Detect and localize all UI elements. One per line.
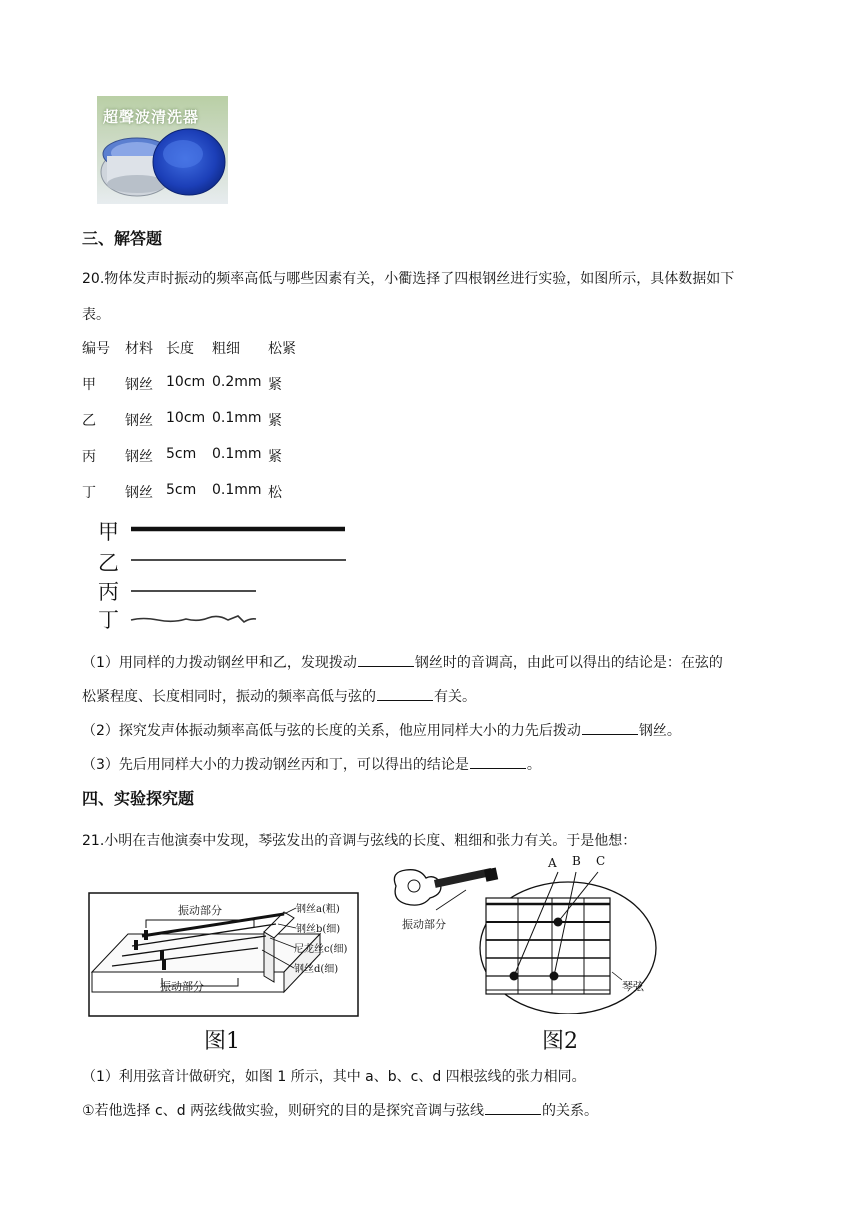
- table-cell: 钢丝: [125, 485, 153, 501]
- table-cell: 丁: [82, 485, 96, 501]
- fig2-point-a: A: [548, 856, 557, 870]
- table-cell: 5cm: [166, 482, 197, 498]
- q20-part1-line1: （1）用同样的力拨动钢丝甲和乙，发现拨动 钢丝时的音调高，由此可以得出的结论是：在弦的: [82, 652, 723, 672]
- fig2-point-b: B: [572, 854, 581, 868]
- photo-caption-text: 超聲波清洗器: [103, 108, 200, 126]
- q20-part3: （3）先后用同样大小的力拨动钢丝丙和丁，可以得出的结论是 。: [82, 754, 541, 774]
- answer-blank[interactable]: [485, 1100, 541, 1115]
- answer-blank[interactable]: [377, 686, 433, 701]
- table-header-length: 长度: [166, 341, 194, 357]
- fig1-caption: 图1: [204, 1029, 240, 1054]
- table-cell: 10cm: [166, 374, 206, 390]
- table-cell: 钢丝: [125, 449, 153, 465]
- fig1-top-label: 振动部分: [178, 904, 222, 917]
- section-heading-answer: 三、解答题: [82, 229, 163, 248]
- table-header-tension: 松紧: [268, 341, 296, 357]
- answer-blank[interactable]: [470, 754, 526, 769]
- section-heading-experiment: 四、实验探究题: [82, 789, 195, 808]
- q20-intro-line2: 表。: [82, 307, 110, 323]
- fig2-string-label: 琴弦: [622, 980, 644, 993]
- table-header-thickness: 粗细: [212, 341, 240, 357]
- figure-2-guitar: [386, 852, 666, 1056]
- q21-part1-1: ①若他选择 c、d 两弦线做实验，则研究的目的是探究音调与弦线 的关系。: [82, 1100, 598, 1120]
- figure-1-sonometer: [88, 892, 360, 1056]
- answer-blank[interactable]: [582, 720, 638, 735]
- table-cell: 5cm: [166, 446, 197, 462]
- table-cell: 丙: [82, 449, 96, 465]
- wire-label-jia: 甲: [98, 520, 119, 544]
- table-cell: 钢丝: [125, 377, 153, 393]
- fig1-wire-b-label: 钢丝b(细): [296, 924, 341, 935]
- table-cell: 紧: [268, 413, 282, 429]
- fig1-bottom-label: 振动部分: [160, 980, 204, 993]
- table-cell: 0.2mm: [212, 374, 262, 390]
- fig1-wire-c-label: 尼龙丝c(细): [294, 944, 348, 955]
- wire-label-yi: 乙: [98, 551, 119, 575]
- table-cell: 紧: [268, 377, 282, 393]
- table-cell: 乙: [82, 413, 96, 429]
- table-cell: 松: [268, 485, 282, 501]
- fig1-wire-d-label: 钢丝d(细): [294, 964, 339, 975]
- ultrasonic-cleaner-photo: [97, 96, 228, 204]
- wire-lines: [98, 514, 358, 634]
- wire-label-ding: 丁: [98, 608, 119, 632]
- fig2-caption: 图2: [542, 1029, 578, 1054]
- table-cell: 0.1mm: [212, 482, 262, 498]
- q20-part2: （2）探究发声体振动频率高低与弦的长度的关系，他应用同样大小的力先后拨动 钢丝。: [82, 720, 681, 740]
- q21-part1: （1）利用弦音计做研究，如图 1 所示，其中 a、b、c、d 四根弦线的张力相同。: [82, 1069, 586, 1085]
- wire-label-bing: 丙: [98, 580, 119, 604]
- table-cell: 甲: [82, 377, 96, 393]
- table-header-id: 编号: [82, 341, 110, 357]
- table-cell: 紧: [268, 449, 282, 465]
- q20-intro-line1: 20.物体发声时振动的频率高低与哪些因素有关，小衢选择了四根钢丝进行实验，如图所示，具体数据如下: [82, 271, 735, 287]
- table-cell: 0.1mm: [212, 410, 262, 426]
- table-cell: 0.1mm: [212, 446, 262, 462]
- q21-intro: 21.小明在吉他演奏中发现，琴弦发出的音调与弦线的长度、粗细和张力有关。于是他想：: [82, 833, 637, 849]
- answer-blank[interactable]: [358, 652, 414, 667]
- table-cell: 10cm: [166, 410, 206, 426]
- table-header-material: 材料: [125, 341, 153, 357]
- table-cell: 钢丝: [125, 413, 153, 429]
- q20-part1-line2: 松紧程度、长度相同时，振动的频率高低与弦的 有关。: [82, 686, 476, 706]
- fig2-vib-label: 振动部分: [402, 918, 446, 931]
- fig2-point-c: C: [596, 854, 606, 868]
- fig1-wire-a-label: 钢丝a(粗): [296, 904, 340, 915]
- steel-wire-figure: [98, 514, 358, 634]
